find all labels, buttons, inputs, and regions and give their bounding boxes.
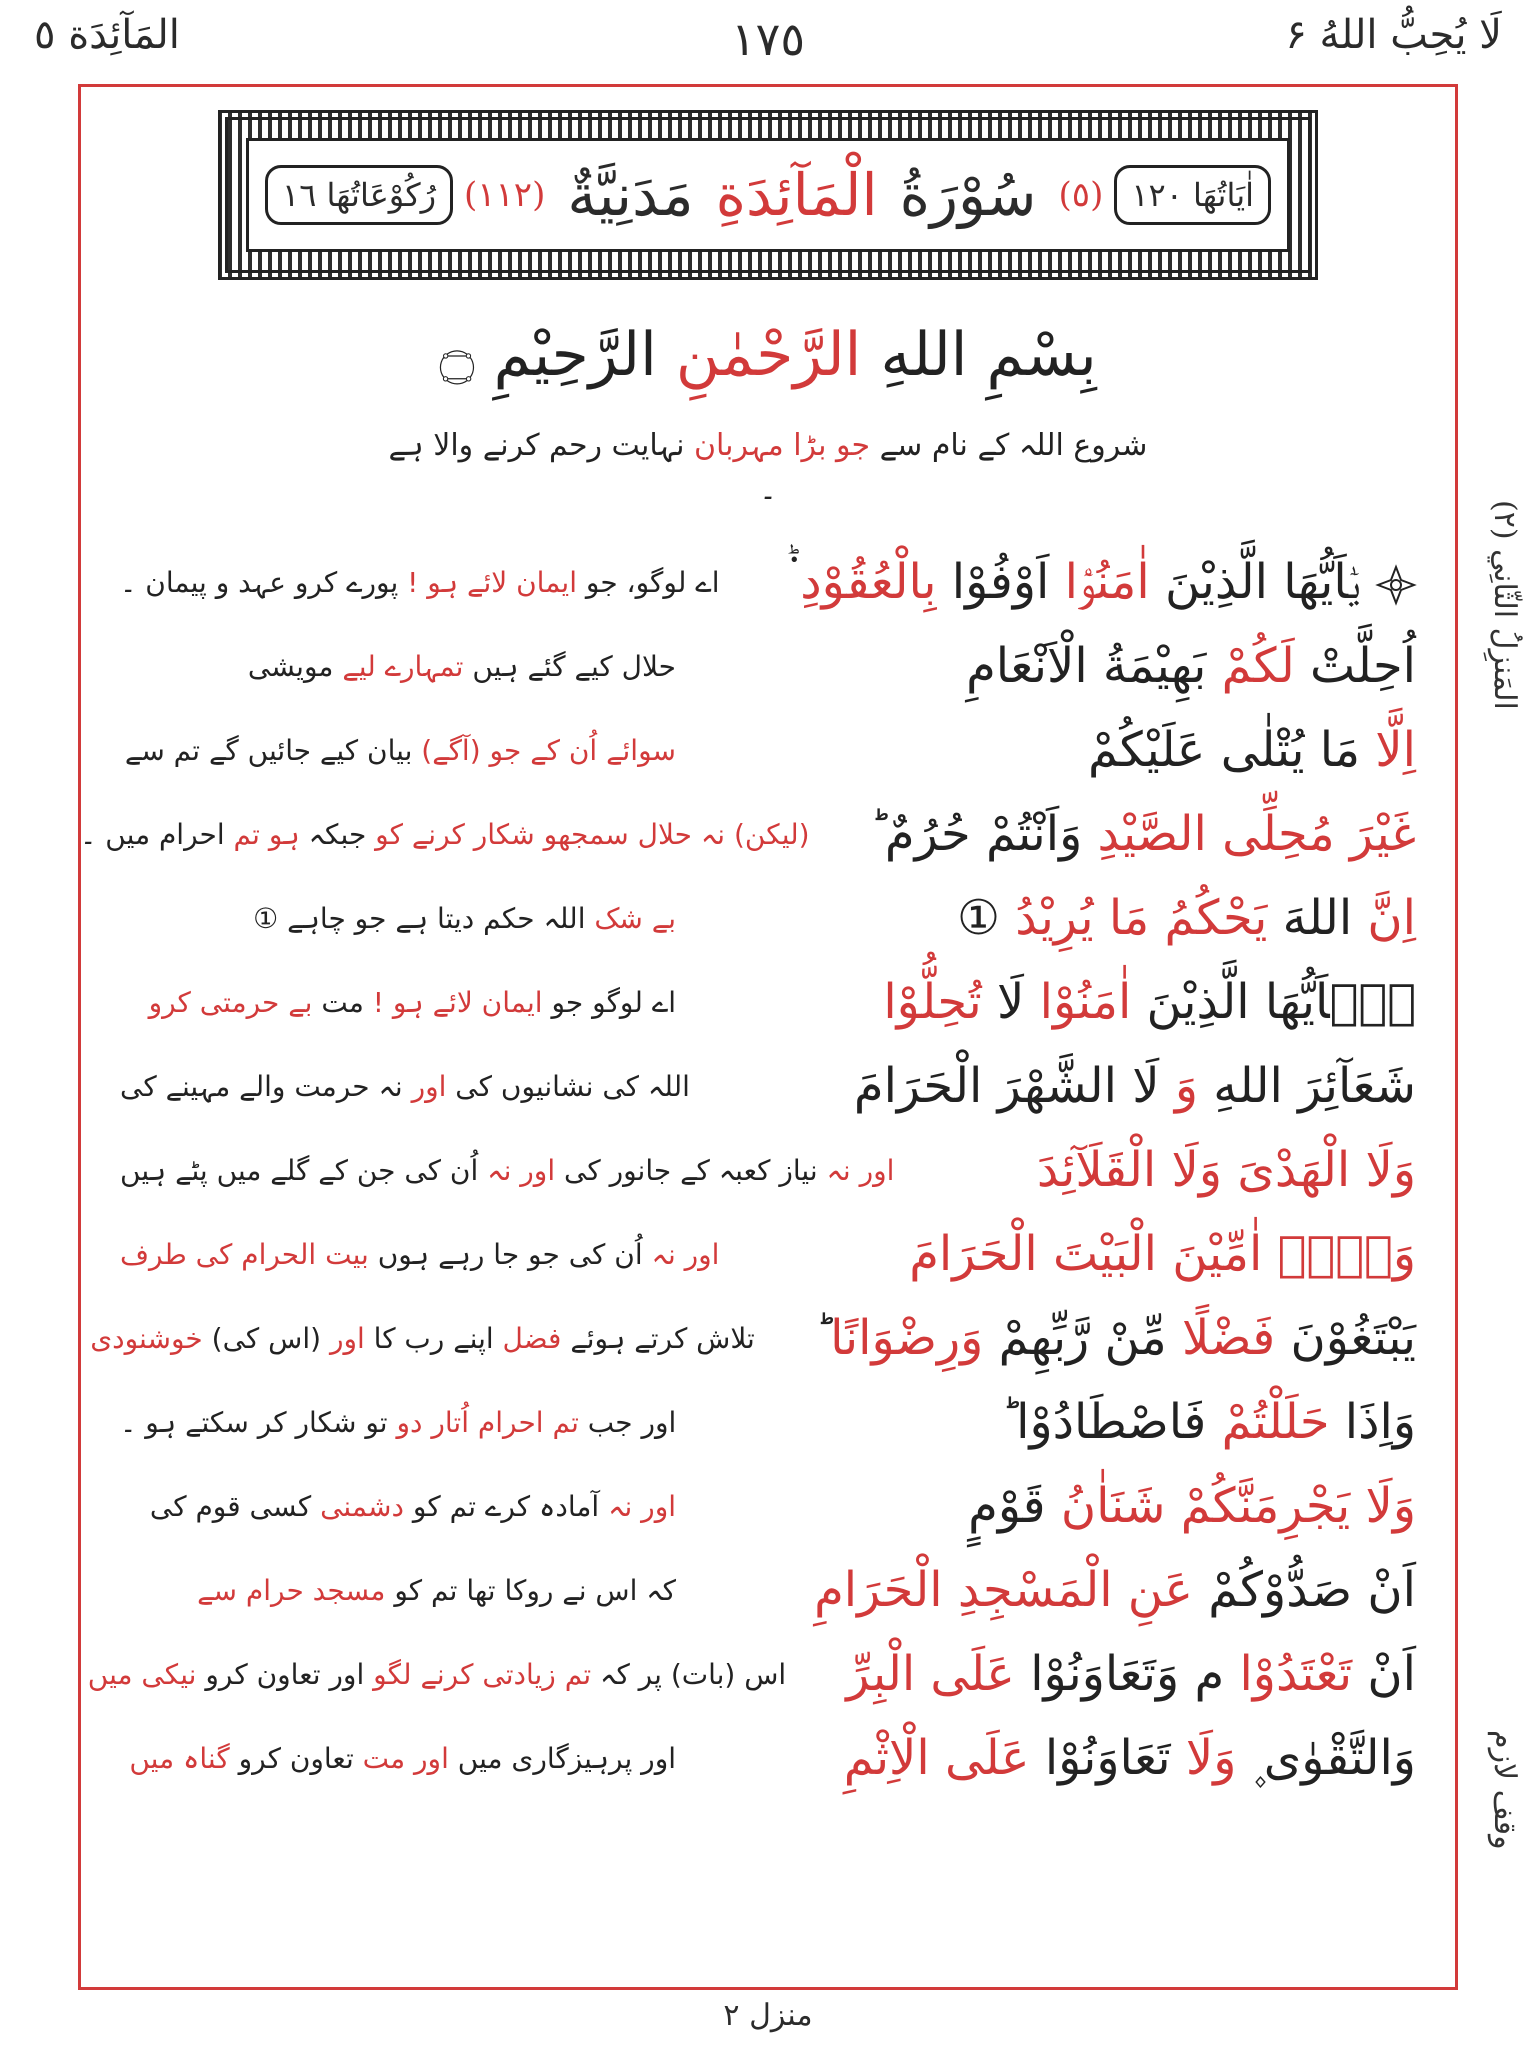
arabic-segment: تَعَاوَنُوْا — [1029, 1729, 1171, 1786]
side-note-manzil: المَنزِلُ الثّانِي (٢) — [1487, 500, 1522, 710]
ayat-count: اٰيَاتُهَا ١٢٠ — [1114, 165, 1271, 225]
arabic-segment: فَاصْطَادُوْا ؕ — [1000, 1394, 1207, 1450]
urdu-segment: اے لوگو، جو — [576, 565, 720, 599]
arabic-segment: اِنَّ — [1352, 890, 1416, 946]
verse-row — [120, 960, 1416, 1044]
verse-row — [120, 1716, 1416, 1800]
surah-word: سُوْرَةُ — [899, 161, 1037, 229]
footer-manzil: منزل ٢ — [723, 1998, 813, 2033]
running-title-left: المَآئِدَة ٥ — [34, 12, 180, 58]
arabic-segment: اٰمَنُوْۤا — [1049, 553, 1150, 610]
urdu-segment: حلال کیے گئے ہیں — [463, 649, 676, 683]
urdu-translation — [120, 1070, 750, 1103]
verse-row — [120, 624, 1416, 708]
arabic-verse — [846, 1646, 1416, 1702]
urdu-segment: اور مت — [362, 1741, 449, 1775]
arabic-segment: اٰمَنُوْا — [1024, 974, 1132, 1030]
urdu-segment: اور پرہیزگاری میں — [448, 1741, 676, 1775]
urdu-translation — [120, 650, 736, 683]
urdu-translation — [120, 566, 779, 599]
side-note-waqf: وقف لازم — [1487, 1730, 1522, 1850]
surah-number: (٥) — [1058, 175, 1104, 215]
urdu-segment: تمہارے لیے — [342, 649, 464, 683]
bismillah — [0, 320, 1536, 390]
arabic-verse — [779, 1226, 1416, 1282]
urdu-segment: سوائے اُن کے جو — [480, 733, 676, 767]
urdu-segment: تعاون کرو — [229, 1741, 363, 1775]
arabic-verse — [736, 1562, 1416, 1618]
urdu-segment: اُن کی جو جا رہے ہوں — [368, 1237, 652, 1271]
urdu-segment: (اس کی) — [202, 1321, 330, 1355]
urdu-segment: اور نہ — [487, 1153, 556, 1187]
verse-row — [120, 1464, 1416, 1548]
urdu-translation — [120, 1154, 954, 1187]
arabic-segment: اِلَّا — [1360, 722, 1416, 778]
arabic-segment: مَا يُتْلٰى عَلَيْكُمْ — [1087, 722, 1361, 778]
urdu-segment: جبکہ — [299, 817, 376, 851]
verse-row — [120, 1380, 1416, 1464]
bismillah-translation-post: نہایت رحم کرنے والا ہے ۔ — [388, 428, 777, 507]
urdu-segment: بیان کیے جائیں گے تم سے — [124, 733, 422, 767]
arabic-segment: ؕ — [814, 1310, 831, 1366]
arabic-segment: ① — [956, 890, 1016, 946]
verse-row — [80, 792, 1416, 876]
bismillah-start: بِسْمِ اللهِ — [880, 320, 1097, 390]
surah-title — [453, 161, 1114, 229]
arabic-segment: فَضْلًا — [1166, 1310, 1276, 1366]
urdu-segment: ہو تم — [233, 817, 300, 851]
urdu-segment: تم زیادتی کرنے لگو — [373, 1657, 592, 1691]
urdu-segment: اللہ کی نشانیوں کی — [446, 1069, 690, 1103]
arabic-segment: تُحِلُّوْا — [883, 974, 982, 1030]
arabic-segment: يٰۤاَيُّهَا الَّذِيْنَ — [1131, 974, 1416, 1030]
arabic-segment: وَرِضْوَانًا — [830, 1310, 984, 1366]
arabic-segment: يٰۤاَيُّهَا الَّذِيْنَ — [1149, 553, 1360, 610]
urdu-segment: بے حرمتی کرو — [148, 985, 313, 1019]
arabic-segment: شَعَآئِرَ اللهِ — [1198, 1058, 1416, 1114]
arabic-verse — [736, 1394, 1416, 1450]
urdu-segment: خوشنودی — [90, 1321, 203, 1355]
arabic-verse — [736, 722, 1416, 778]
bismillah-translation — [380, 424, 1156, 511]
arabic-segment: عَلَى الْبِرِّ — [846, 1646, 1015, 1702]
urdu-segment: کسی قوم کی — [149, 1489, 321, 1523]
urdu-segment: (لیکن) نہ حلال سمجھو — [534, 817, 810, 851]
arabic-verse — [736, 1478, 1416, 1534]
ruku-star-icon — [1376, 565, 1416, 605]
urdu-segment: اللہ حکم دیتا ہے جو چاہے ① — [253, 901, 595, 935]
arabic-verse — [750, 1058, 1416, 1114]
verse-row — [120, 876, 1416, 960]
arabic-segment: صَدُّوْكُمْ — [1192, 1562, 1353, 1618]
arabic-segment: يَبْتَغُوْنَ — [1275, 1310, 1416, 1366]
arabic-segment: مَا يُرِيْدُ — [1015, 890, 1150, 946]
verse-row — [120, 708, 1416, 792]
arabic-segment: وَالتَّقْوٰى ۪ — [1236, 1729, 1416, 1786]
urdu-segment: اور تعاون کرو — [196, 1657, 374, 1691]
urdu-segment: ایمان لائے ہو ! — [372, 985, 543, 1019]
urdu-segment: گناہ میں — [129, 1741, 230, 1775]
arabic-verse — [815, 1310, 1416, 1366]
arabic-segment: لَكُمْ — [1206, 638, 1295, 694]
arabic-verse — [736, 974, 1416, 1030]
revelation-order: (١١٢) — [464, 175, 546, 215]
urdu-translation — [120, 1238, 779, 1271]
urdu-translation — [120, 734, 736, 767]
urdu-segment: فضل — [502, 1321, 562, 1355]
verse-row — [87, 1632, 1416, 1716]
surah-name: الْمَآئِدَةِ — [715, 161, 878, 229]
arabic-verse — [779, 554, 1416, 611]
arabic-segment: م وَتَعَاوَنُوْا — [1014, 1646, 1225, 1702]
urdu-translation — [120, 1406, 736, 1439]
urdu-segment: پورے کرو عہد و پیمان ۔ — [120, 565, 408, 599]
urdu-segment: اپنے رب کا — [364, 1321, 503, 1355]
urdu-translation — [80, 818, 870, 851]
verse-row — [120, 1044, 1416, 1128]
arabic-segment: قَوْمٍ — [968, 1478, 1046, 1534]
urdu-segment: مویشی — [247, 649, 343, 683]
urdu-segment: نیکی میں — [87, 1657, 197, 1691]
urdu-segment: مسجد حرام سے — [197, 1573, 386, 1607]
surah-banner — [218, 110, 1318, 280]
urdu-segment: مت — [312, 985, 373, 1019]
urdu-segment: آمادہ کرے تم کو — [403, 1489, 609, 1523]
urdu-segment: تم احرام اُتار دو — [396, 1405, 579, 1439]
arabic-segment: وَلَاۤ اٰمِّيْنَ الْبَيْتَ الْحَرَامَ — [909, 1226, 1416, 1282]
arabic-verse — [736, 638, 1416, 694]
arabic-segment: لَا الشَّهْرَ الْحَرَامَ — [853, 1058, 1160, 1114]
urdu-segment: اُن کی جن کے گلے میں پٹے ہیں — [120, 1153, 488, 1187]
urdu-segment: اور نہ — [826, 1153, 895, 1187]
arabic-verse — [736, 1730, 1416, 1787]
urdu-segment: نیاز کعبہ کے جانور کی — [555, 1153, 827, 1187]
arabic-segment: بِالْعُقُوْدِ — [800, 553, 937, 610]
arabic-segment: وَلَا — [1170, 1729, 1237, 1786]
arabic-segment: حَلَلْتُمْ — [1206, 1394, 1330, 1450]
arabic-segment: اَوْفُوْا — [936, 553, 1050, 610]
verse-row — [90, 1296, 1416, 1380]
bismillah-translation-pre: شروع اللہ کے نام سے — [879, 428, 1148, 463]
arabic-segment: شَنَاٰنُ — [1045, 1478, 1166, 1534]
verse-row — [120, 540, 1416, 624]
urdu-translation — [90, 1322, 815, 1355]
urdu-segment: احرام میں ۔ — [80, 817, 234, 851]
arabic-segment: عَلَى الْاِثْمِ — [843, 1729, 1030, 1786]
revelation-type: مَدَنِيَّةٌ — [567, 161, 694, 229]
arabic-segment: مِّنْ رَّبِّهِمْ — [983, 1310, 1167, 1366]
arabic-segment: بَهِيْمَةُ الْاَنْعَامِ — [966, 638, 1207, 694]
urdu-segment: اور جب — [578, 1405, 677, 1439]
arabic-segment: ۬ؕ — [788, 553, 801, 610]
urdu-segment: شکار کرنے کو — [375, 817, 535, 851]
verse-row — [120, 1128, 1416, 1212]
arabic-segment: اَنْ — [1352, 1646, 1416, 1702]
urdu-segment: دشمنی — [320, 1489, 404, 1523]
arabic-segment: عَنِ الْمَسْجِدِ الْحَرَامِ — [814, 1562, 1193, 1618]
arabic-segment: اَنْ — [1352, 1562, 1416, 1618]
urdu-translation — [88, 1658, 846, 1691]
urdu-segment: (آگے) — [421, 733, 481, 767]
ruku-count: رُكُوْعَاتُهَا ١٦ — [265, 165, 453, 225]
urdu-segment: ایمان لائے ہو ! — [407, 565, 577, 599]
urdu-segment: اور — [329, 1321, 365, 1355]
urdu-translation — [120, 1574, 736, 1607]
arabic-segment: مُحِلِّى الصَّيْدِ — [1082, 806, 1335, 862]
urdu-segment: کہ اس نے روکا تھا تم کو — [385, 1573, 676, 1607]
bismillah-rahim: الرَّحِيْمِ ۝ — [439, 320, 657, 390]
arabic-segment: وَ — [1159, 1058, 1199, 1114]
arabic-segment: يَحْكُمُ — [1149, 890, 1268, 946]
urdu-translation — [120, 986, 736, 1019]
arabic-segment: اللهَ — [1267, 890, 1353, 946]
urdu-segment: بے شک — [594, 901, 676, 935]
urdu-segment: تو شکار کر سکتے ہو ۔ — [120, 1405, 397, 1439]
arabic-segment: وَلَا الْهَدْىَ وَلَا الْقَلَآئِدَ — [1036, 1142, 1416, 1198]
arabic-verse — [736, 890, 1416, 946]
urdu-segment: اور نہ — [608, 1489, 676, 1523]
verse-list — [80, 540, 1416, 1800]
urdu-translation — [120, 1490, 736, 1523]
bismillah-rahman: الرَّحْمٰنِ — [675, 320, 862, 390]
urdu-translation — [120, 1742, 736, 1775]
arabic-segment: غَيْرَ — [1334, 806, 1416, 862]
running-title-right: لَا يُحِبُّ اللهُ ۶ — [1285, 12, 1502, 58]
urdu-segment: نہ حرمت والے مہینے کی — [120, 1069, 412, 1103]
verse-row — [120, 1212, 1416, 1296]
urdu-segment: اور — [411, 1069, 447, 1103]
page-number: ١٧٥ — [730, 12, 806, 66]
surah-banner-inner — [246, 138, 1290, 252]
arabic-segment: تَعْتَدُوْا — [1224, 1646, 1353, 1702]
urdu-translation — [120, 902, 736, 935]
verse-row — [120, 1548, 1416, 1632]
arabic-segment: اُحِلَّتْ — [1294, 638, 1416, 694]
arabic-segment: لَا — [981, 974, 1025, 1030]
arabic-segment: وَاَنْتُمْ حُرُمٌ ؕ — [869, 806, 1083, 862]
urdu-segment: بیت الحرام کی طرف — [120, 1237, 369, 1271]
urdu-segment: اس (بات) پر کہ — [591, 1657, 787, 1691]
arabic-segment: وَاِذَا — [1329, 1394, 1416, 1450]
arabic-verse — [954, 1142, 1416, 1198]
bismillah-translation-red: جو بڑا مہربان — [693, 428, 871, 463]
arabic-verse — [870, 806, 1416, 862]
urdu-segment: اور نہ — [651, 1237, 720, 1271]
arabic-segment: وَلَا يَجْرِمَنَّكُمْ — [1165, 1478, 1416, 1534]
urdu-segment: اے لوگو جو — [542, 985, 676, 1019]
urdu-segment: تلاش کرتے ہوئے — [561, 1321, 755, 1355]
